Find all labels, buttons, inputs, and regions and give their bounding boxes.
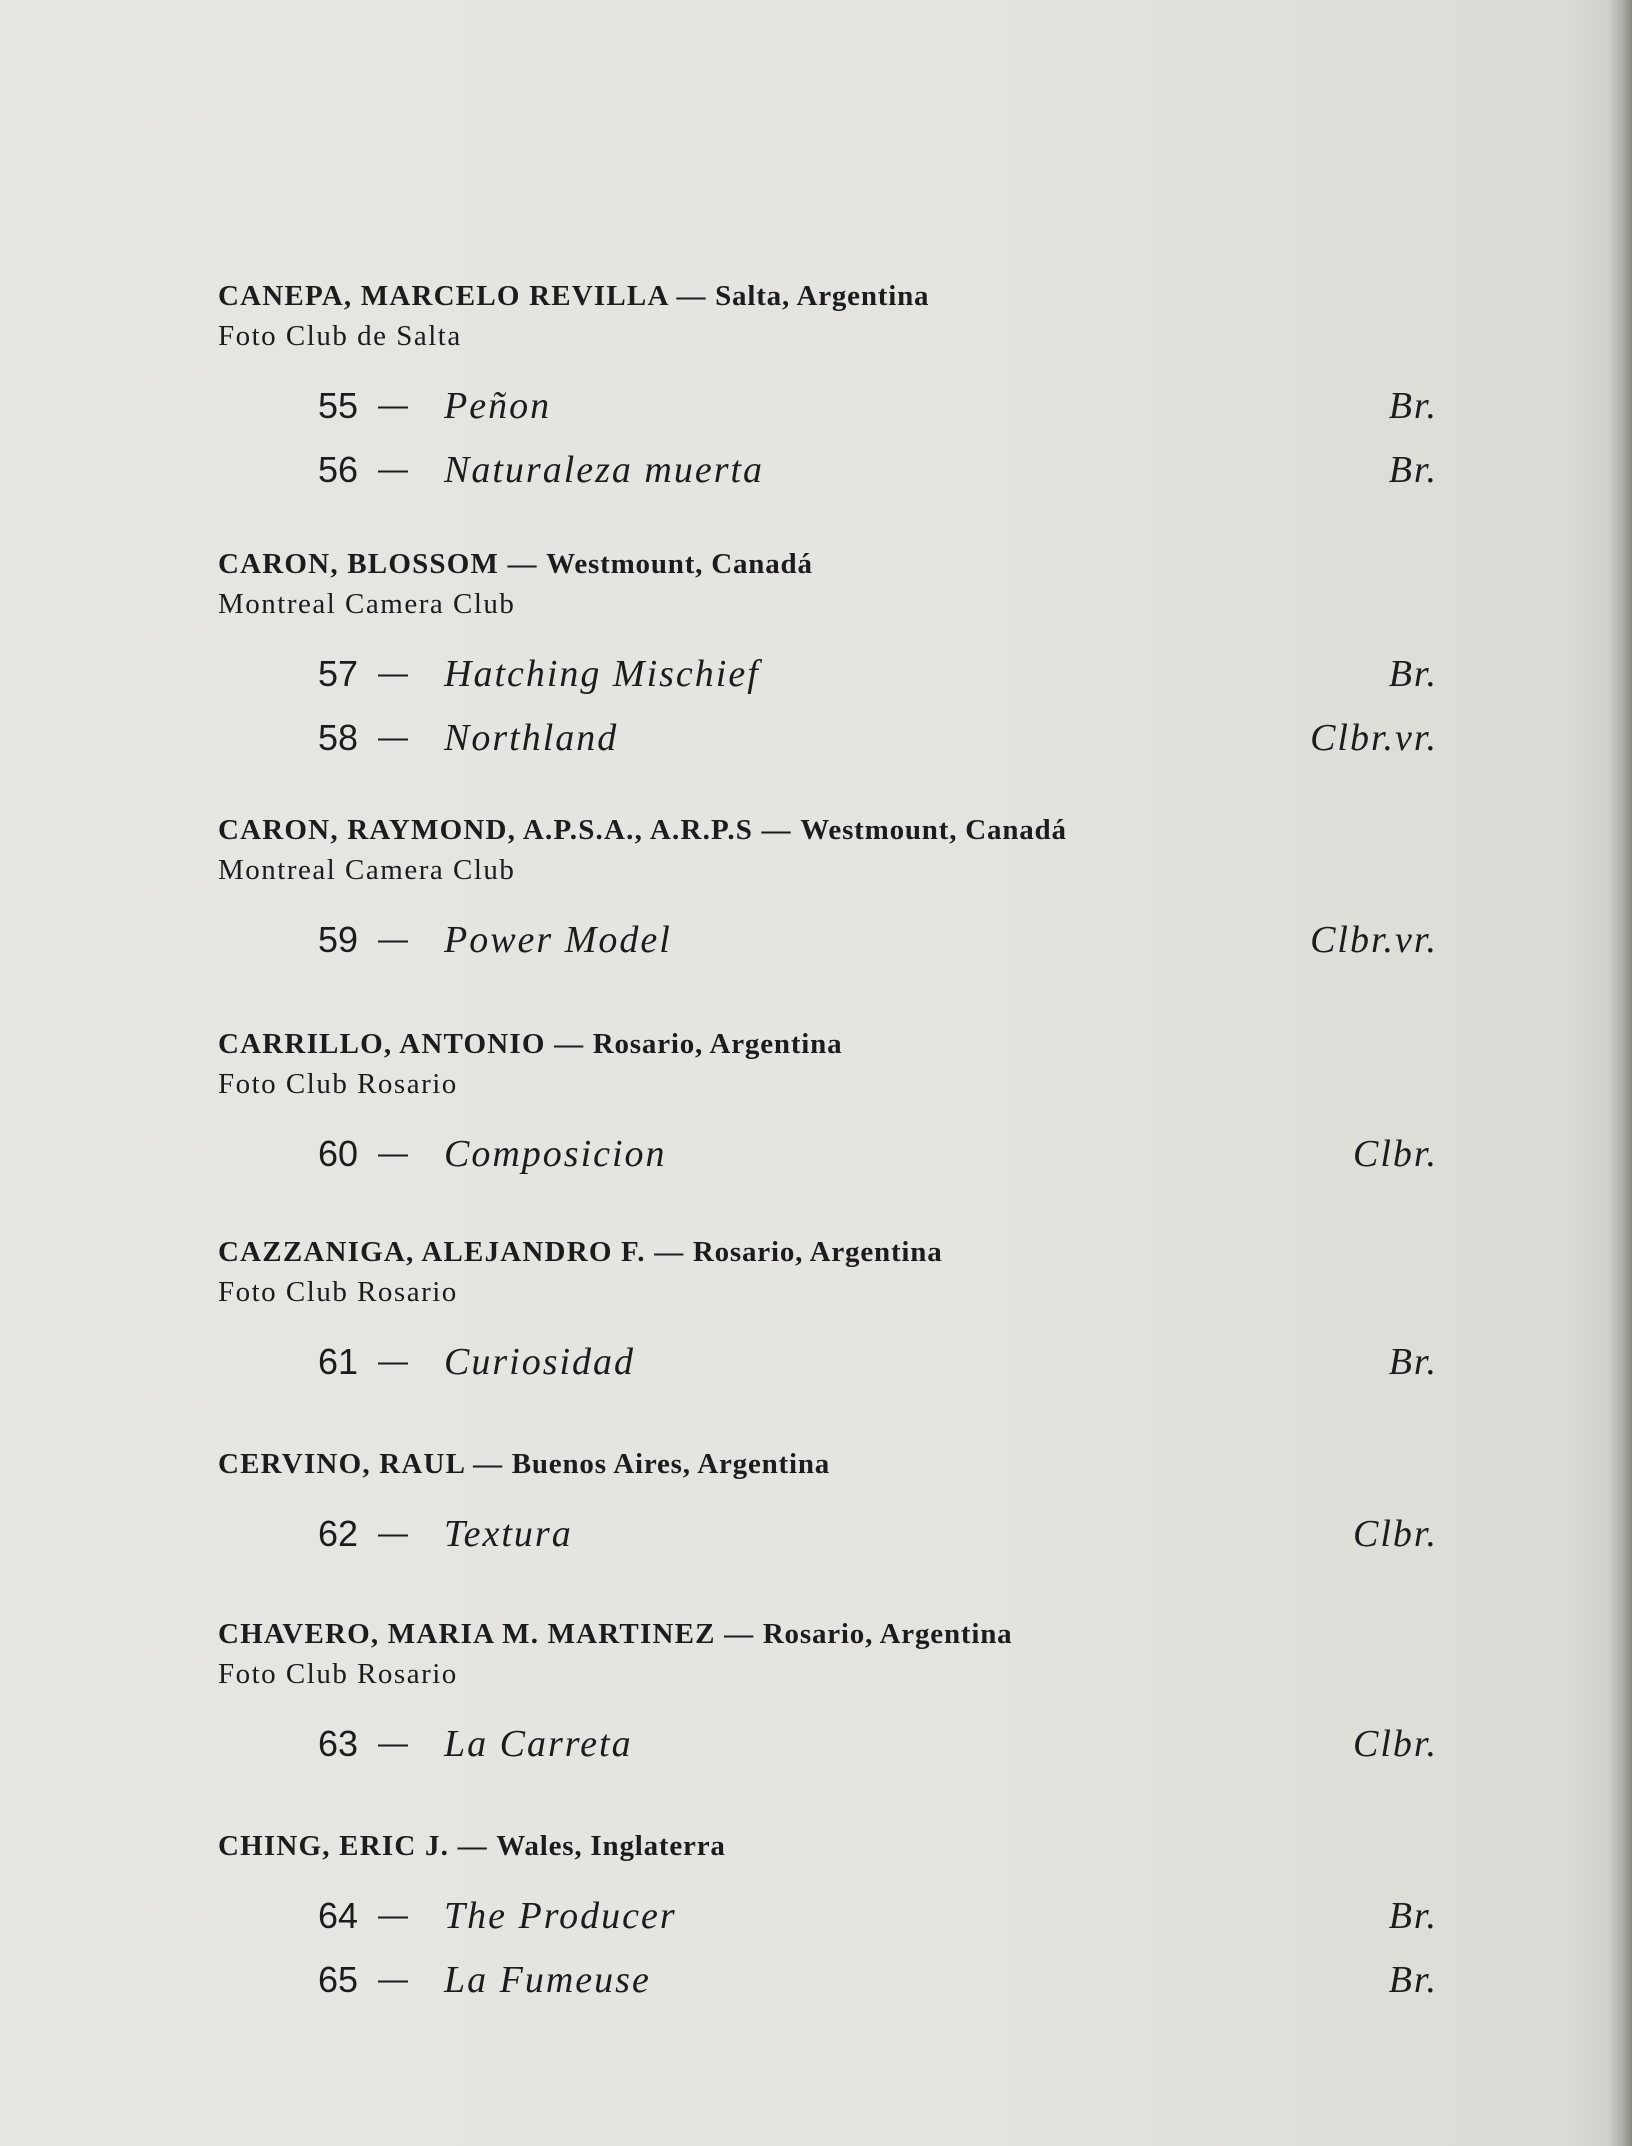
work-medium: Clbr. bbox=[1353, 1723, 1438, 1765]
work-dash: — bbox=[378, 1345, 408, 1378]
work-medium: Br. bbox=[1388, 1341, 1438, 1383]
separator-dash: — bbox=[761, 814, 792, 846]
exhibitor-location: Rosario, Argentina bbox=[692, 1236, 943, 1268]
work-dash: — bbox=[378, 1517, 408, 1550]
work-title: Textura bbox=[444, 1513, 573, 1555]
exhibitor-location: Westmount, Canadá bbox=[546, 548, 813, 580]
separator-dash: — bbox=[676, 280, 707, 312]
exhibitor-heading bbox=[218, 1024, 1438, 1064]
exhibitor-name: CHING, ERIC J. bbox=[218, 1830, 450, 1862]
separator-dash: — bbox=[507, 548, 538, 580]
exhibitor-name: CANEPA, MARCELO REVILLA bbox=[218, 280, 669, 312]
work-medium: Br. bbox=[1388, 653, 1438, 695]
work-number: 59 bbox=[318, 919, 359, 960]
exhibitor-name: CARON, BLOSSOM bbox=[218, 548, 500, 580]
exhibitor-location: Rosario, Argentina bbox=[762, 1618, 1013, 1650]
work-medium: Br. bbox=[1388, 449, 1438, 491]
exhibitor-entry bbox=[218, 810, 1438, 972]
work-medium: Clbr. bbox=[1353, 1513, 1438, 1555]
exhibitor-club: Foto Club Rosario bbox=[218, 1658, 458, 1690]
exhibitor-entry bbox=[218, 276, 1438, 502]
work-row bbox=[218, 1330, 1438, 1394]
exhibitor-entry bbox=[218, 1614, 1438, 1776]
exhibitor-location: Westmount, Canadá bbox=[800, 814, 1067, 846]
work-dash: — bbox=[378, 1899, 408, 1932]
exhibitor-entry bbox=[218, 544, 1438, 770]
work-medium: Clbr.vr. bbox=[1310, 919, 1438, 961]
exhibitor-heading bbox=[218, 1614, 1438, 1654]
exhibitor-club: Foto Club de Salta bbox=[218, 320, 462, 352]
work-dash: — bbox=[378, 923, 408, 956]
work-medium: Br. bbox=[1388, 1959, 1438, 2001]
separator-dash: — bbox=[724, 1618, 755, 1650]
work-number: 62 bbox=[318, 1513, 359, 1554]
exhibitor-location: Wales, Inglaterra bbox=[496, 1830, 726, 1862]
work-title: Northland bbox=[444, 717, 619, 759]
exhibitor-heading bbox=[218, 1444, 1438, 1484]
exhibitor-heading bbox=[218, 1826, 1438, 1866]
exhibitor-club: Montreal Camera Club bbox=[218, 854, 516, 886]
exhibitor-location: Salta, Argentina bbox=[715, 280, 930, 312]
work-row bbox=[218, 908, 1438, 972]
work-row bbox=[218, 374, 1438, 438]
exhibitor-entry bbox=[218, 1444, 1438, 1566]
work-medium: Clbr. bbox=[1353, 1133, 1438, 1175]
exhibitor-name: CERVINO, RAUL bbox=[218, 1448, 465, 1480]
work-number: 55 bbox=[318, 385, 359, 426]
work-row bbox=[218, 438, 1438, 502]
work-title: The Producer bbox=[444, 1895, 677, 1937]
exhibitor-name: CHAVERO, MARIA M. MARTINEZ bbox=[218, 1618, 716, 1650]
work-dash: — bbox=[378, 1137, 408, 1170]
work-number: 56 bbox=[318, 449, 359, 490]
work-title: Composicion bbox=[444, 1133, 667, 1175]
work-number: 60 bbox=[318, 1133, 359, 1174]
exhibitor-club: Montreal Camera Club bbox=[218, 588, 516, 620]
exhibitor-heading bbox=[218, 1232, 1438, 1272]
work-row bbox=[218, 1122, 1438, 1186]
work-row bbox=[218, 642, 1438, 706]
exhibitor-name: CAZZANIGA, ALEJANDRO F. bbox=[218, 1236, 646, 1268]
work-row bbox=[218, 1712, 1438, 1776]
work-number: 64 bbox=[318, 1895, 359, 1936]
work-dash: — bbox=[378, 1727, 408, 1760]
separator-dash: — bbox=[457, 1830, 488, 1862]
exhibitor-name: CARON, RAYMOND, A.P.S.A., A.R.P.S bbox=[218, 814, 754, 846]
book-spine-shadow bbox=[1608, 0, 1632, 2146]
work-dash: — bbox=[378, 389, 408, 422]
separator-dash: — bbox=[473, 1448, 504, 1480]
exhibitor-entry bbox=[218, 1232, 1438, 1394]
work-medium: Clbr.vr. bbox=[1310, 717, 1438, 759]
work-dash: — bbox=[378, 721, 408, 754]
exhibitor-entry bbox=[218, 1826, 1438, 2012]
separator-dash: — bbox=[654, 1236, 685, 1268]
exhibitor-entry bbox=[218, 1024, 1438, 1186]
exhibitor-heading bbox=[218, 544, 1438, 584]
work-row bbox=[218, 1502, 1438, 1566]
work-title: La Carreta bbox=[444, 1723, 633, 1765]
work-title: La Fumeuse bbox=[444, 1959, 651, 2001]
work-medium: Br. bbox=[1388, 385, 1438, 427]
exhibitor-heading bbox=[218, 276, 1438, 316]
exhibitor-heading bbox=[218, 810, 1438, 850]
work-row bbox=[218, 706, 1438, 770]
work-dash: — bbox=[378, 1963, 408, 1996]
work-number: 57 bbox=[318, 653, 359, 694]
work-row bbox=[218, 1884, 1438, 1948]
work-title: Hatching Mischief bbox=[444, 653, 760, 695]
work-title: Curiosidad bbox=[444, 1341, 636, 1383]
work-number: 63 bbox=[318, 1723, 359, 1764]
work-dash: — bbox=[378, 657, 408, 690]
work-title: Power Model bbox=[444, 919, 672, 961]
work-number: 58 bbox=[318, 717, 359, 758]
exhibitor-club: Foto Club Rosario bbox=[218, 1276, 458, 1308]
exhibitor-name: CARRILLO, ANTONIO bbox=[218, 1028, 546, 1060]
work-title: Naturaleza muerta bbox=[444, 449, 765, 491]
work-number: 65 bbox=[318, 1959, 359, 2000]
exhibitor-club: Foto Club Rosario bbox=[218, 1068, 458, 1100]
work-medium: Br. bbox=[1388, 1895, 1438, 1937]
work-row bbox=[218, 1948, 1438, 2012]
work-title: Peñon bbox=[444, 385, 552, 427]
work-number: 61 bbox=[318, 1341, 359, 1382]
work-dash: — bbox=[378, 453, 408, 486]
exhibitor-location: Buenos Aires, Argentina bbox=[511, 1448, 831, 1480]
separator-dash: — bbox=[554, 1028, 585, 1060]
exhibitor-location: Rosario, Argentina bbox=[592, 1028, 843, 1060]
